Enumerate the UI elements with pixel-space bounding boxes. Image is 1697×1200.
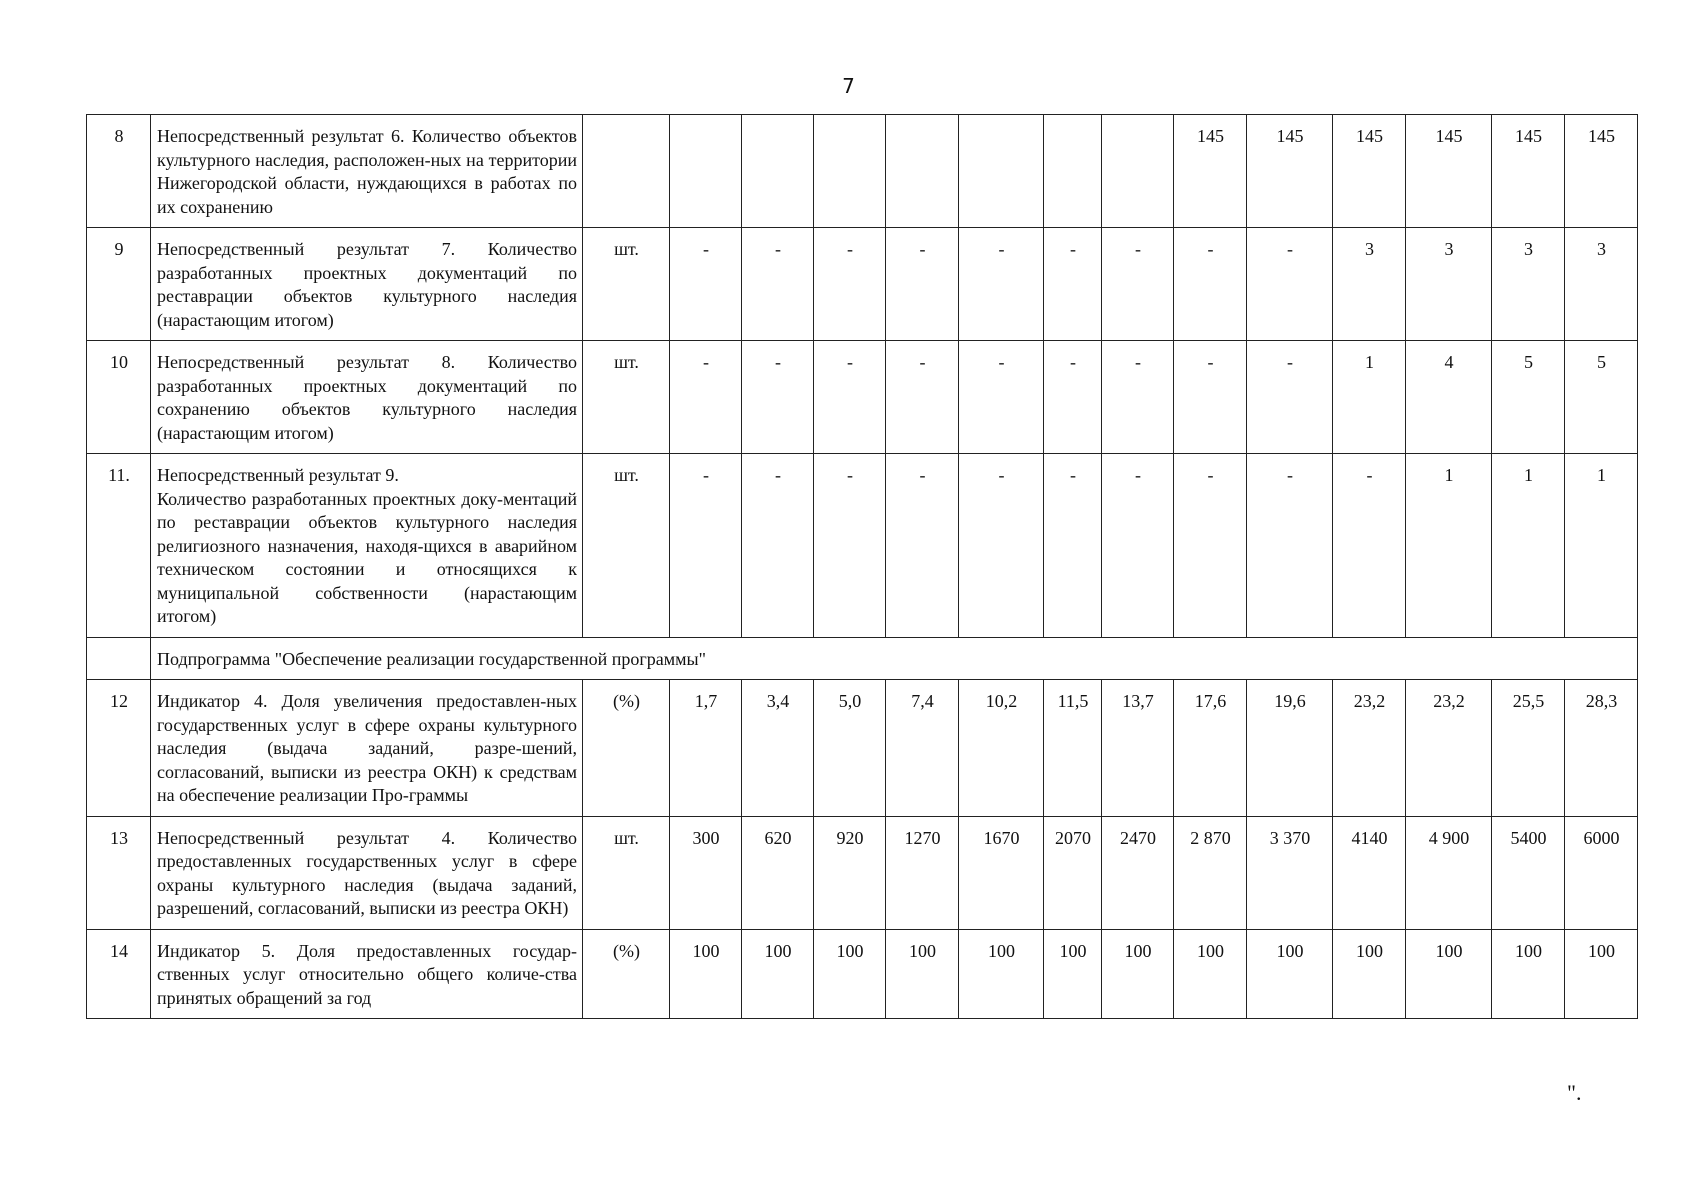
indicator-name-cell: Непосредственный результат 4. Количество предоставленных государственных услуг в сфере охраны культурного наследия (выдача заданий, разрешений, согласований, выписки из реестра ОКН): [151, 816, 583, 929]
value-cell: 23,2: [1333, 680, 1406, 817]
value-cell: 7,4: [886, 680, 959, 817]
value-cell: 920: [814, 816, 886, 929]
indicator-name-cell: Индикатор 5. Доля предоставленных государ-ственных услуг относительно общего количе-ства принятых обращений за год: [151, 929, 583, 1019]
page-number: 7: [842, 74, 855, 98]
value-cell: 5: [1492, 341, 1565, 454]
value-cell: [959, 115, 1044, 228]
value-cell: 100: [1174, 929, 1247, 1019]
value-cell: 145: [1174, 115, 1247, 228]
value-cell: 100: [1406, 929, 1492, 1019]
table-row: [87, 816, 1638, 929]
value-cell: -: [1044, 341, 1102, 454]
row-number-cell: 13: [87, 816, 151, 929]
value-cell: 3,4: [742, 680, 814, 817]
value-cell: [886, 115, 959, 228]
value-cell: 3: [1565, 228, 1638, 341]
value-cell: 1270: [886, 816, 959, 929]
value-cell: 11,5: [1044, 680, 1102, 817]
value-cell: 1: [1406, 454, 1492, 638]
value-cell: 4: [1406, 341, 1492, 454]
unit-cell: [583, 115, 670, 228]
value-cell: 100: [1044, 929, 1102, 1019]
value-cell: 25,5: [1492, 680, 1565, 817]
closing-quote-mark: ".: [1567, 1080, 1582, 1105]
value-cell: 2470: [1102, 816, 1174, 929]
value-cell: [670, 115, 742, 228]
table-row: [87, 115, 1638, 228]
value-cell: 145: [1333, 115, 1406, 228]
value-cell: -: [670, 228, 742, 341]
value-cell: [1102, 115, 1174, 228]
value-cell: 10,2: [959, 680, 1044, 817]
unit-cell: (%): [583, 929, 670, 1019]
row-number-cell: 8: [87, 115, 151, 228]
value-cell: 28,3: [1565, 680, 1638, 817]
unit-cell: шт.: [583, 816, 670, 929]
value-cell: -: [1174, 454, 1247, 638]
row-number-cell: 11.: [87, 454, 151, 638]
value-cell: 1: [1333, 341, 1406, 454]
value-cell: -: [1333, 454, 1406, 638]
value-cell: 3: [1406, 228, 1492, 341]
unit-cell: шт.: [583, 454, 670, 638]
value-cell: 100: [814, 929, 886, 1019]
value-cell: 145: [1406, 115, 1492, 228]
value-cell: 1670: [959, 816, 1044, 929]
row-number-cell: [87, 637, 151, 680]
value-cell: -: [959, 228, 1044, 341]
value-cell: [742, 115, 814, 228]
value-cell: 100: [1565, 929, 1638, 1019]
value-cell: -: [1174, 341, 1247, 454]
table-row: [87, 454, 1638, 638]
value-cell: -: [959, 341, 1044, 454]
value-cell: 2070: [1044, 816, 1102, 929]
indicator-name-cell: Непосредственный результат 9. Количество разработанных проектных доку-ментаций по реставрации объектов культурного наследия религиозного назначения, находя-щихся в аварийном техническом состоянии и относящихся к муниципальной собственности (нарастающим итогом): [151, 454, 583, 638]
value-cell: 1,7: [670, 680, 742, 817]
row-number-cell: 12: [87, 680, 151, 817]
value-cell: 145: [1492, 115, 1565, 228]
unit-cell: шт.: [583, 228, 670, 341]
value-cell: 100: [886, 929, 959, 1019]
value-cell: 3: [1333, 228, 1406, 341]
value-cell: -: [670, 454, 742, 638]
indicators-table: [86, 114, 1638, 1019]
value-cell: [814, 115, 886, 228]
value-cell: 145: [1247, 115, 1333, 228]
value-cell: -: [959, 454, 1044, 638]
value-cell: 100: [1247, 929, 1333, 1019]
value-cell: -: [1174, 228, 1247, 341]
value-cell: 19,6: [1247, 680, 1333, 817]
value-cell: -: [1247, 454, 1333, 638]
value-cell: 23,2: [1406, 680, 1492, 817]
value-cell: -: [886, 341, 959, 454]
table-row: [87, 680, 1638, 817]
value-cell: 300: [670, 816, 742, 929]
value-cell: 17,6: [1174, 680, 1247, 817]
row-number-cell: 10: [87, 341, 151, 454]
value-cell: -: [1044, 454, 1102, 638]
table-body: [87, 115, 1638, 1019]
value-cell: 5: [1565, 341, 1638, 454]
value-cell: 4 900: [1406, 816, 1492, 929]
value-cell: -: [1247, 228, 1333, 341]
indicator-name-cell: Непосредственный результат 6. Количество объектов культурного наследия, расположен-ных на территории Нижегородской области, нуждающихся в работах по их сохранению: [151, 115, 583, 228]
value-cell: 620: [742, 816, 814, 929]
table-row: [87, 929, 1638, 1019]
value-cell: -: [1044, 228, 1102, 341]
row-number-cell: 9: [87, 228, 151, 341]
value-cell: 3 370: [1247, 816, 1333, 929]
value-cell: 4140: [1333, 816, 1406, 929]
value-cell: 100: [742, 929, 814, 1019]
value-cell: 100: [670, 929, 742, 1019]
value-cell: -: [1102, 228, 1174, 341]
value-cell: -: [742, 454, 814, 638]
table-row: [87, 341, 1638, 454]
value-cell: 100: [1333, 929, 1406, 1019]
subprogram-row: [87, 637, 1638, 680]
unit-cell: шт.: [583, 341, 670, 454]
value-cell: 145: [1565, 115, 1638, 228]
value-cell: -: [1247, 341, 1333, 454]
indicator-name-cell: Непосредственный результат 8. Количество разработанных проектных документаций по сохранению объектов культурного наследия (нарастающим итогом): [151, 341, 583, 454]
value-cell: 5,0: [814, 680, 886, 817]
value-cell: 2 870: [1174, 816, 1247, 929]
value-cell: -: [670, 341, 742, 454]
value-cell: 13,7: [1102, 680, 1174, 817]
value-cell: 3: [1492, 228, 1565, 341]
indicator-name-cell: Индикатор 4. Доля увеличения предоставлен-ных государственных услуг в сфере охраны культурного наследия (выдача заданий, разре-шений, согласований, выписки из реестра ОКН) к средствам на обеспечение реализации Про-граммы: [151, 680, 583, 817]
row-number-cell: 14: [87, 929, 151, 1019]
value-cell: 100: [959, 929, 1044, 1019]
value-cell: 5400: [1492, 816, 1565, 929]
value-cell: -: [742, 341, 814, 454]
unit-cell: (%): [583, 680, 670, 817]
value-cell: -: [886, 454, 959, 638]
indicator-name-cell: Непосредственный результат 7. Количество разработанных проектных документаций по реставрации объектов культурного наследия (нарастающим итогом): [151, 228, 583, 341]
value-cell: -: [1102, 341, 1174, 454]
value-cell: [1044, 115, 1102, 228]
value-cell: -: [814, 228, 886, 341]
value-cell: -: [814, 341, 886, 454]
value-cell: 6000: [1565, 816, 1638, 929]
value-cell: -: [886, 228, 959, 341]
value-cell: 1: [1492, 454, 1565, 638]
value-cell: -: [1102, 454, 1174, 638]
value-cell: -: [814, 454, 886, 638]
table-row: [87, 228, 1638, 341]
value-cell: 1: [1565, 454, 1638, 638]
subprogram-title: Подпрограмма "Обеспечение реализации государственной программы": [151, 637, 1638, 680]
value-cell: 100: [1492, 929, 1565, 1019]
value-cell: 100: [1102, 929, 1174, 1019]
value-cell: -: [742, 228, 814, 341]
